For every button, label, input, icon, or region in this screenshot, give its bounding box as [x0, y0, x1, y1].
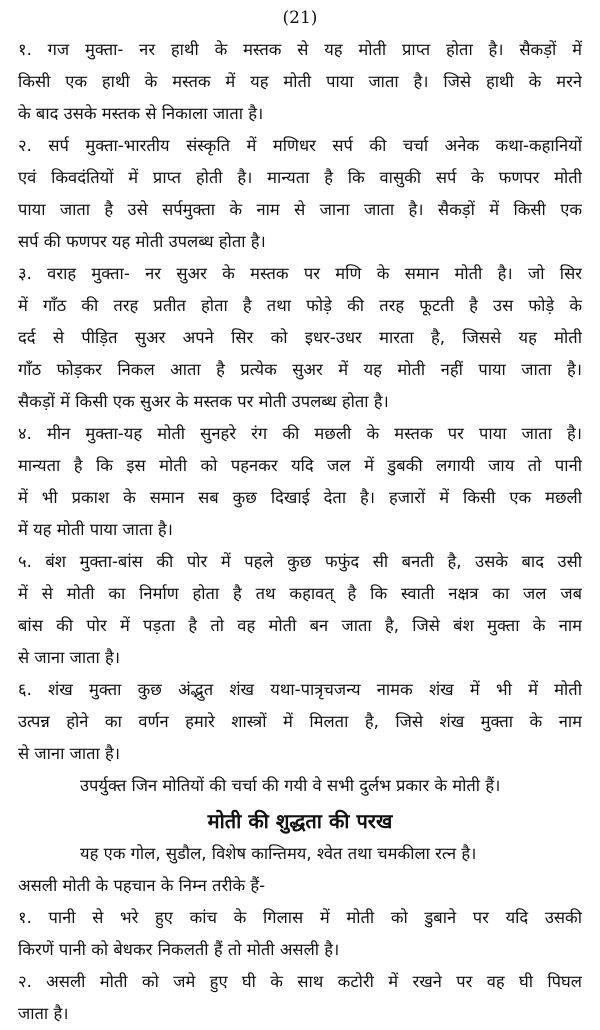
text-line: में भी प्रकाश के समान सब कुछ दिखाई देता है। हजारों में किसी एक मछली — [18, 488, 582, 507]
text-line: २. असली मोती को जमे हुए घी के साथ कटोरी में रखने पर वह घी पिघल — [18, 972, 582, 991]
text-line: उत्पन्न होने का वर्णन हमारे शास्त्रों में मिलता है, जिसे शंख मुक्ता के नाम — [18, 712, 582, 731]
text-line: से जाना जाता है। — [18, 744, 121, 763]
pearl-type-sarp — [18, 130, 582, 258]
purity-tests-list — [18, 902, 582, 1030]
text-line: से जाना जाता है। — [18, 648, 121, 667]
text-line: ६. शंख मुक्ता कुछ अंद्भुत शंख यथा-पात्रृचजन्य नामक शंख में भी में मोती — [18, 680, 582, 699]
pearl-type-varah — [18, 258, 582, 418]
page-number: (21) — [282, 8, 318, 28]
pearl-type-shankh — [18, 674, 582, 770]
text-line: २. सर्प मुक्ता-भारतीय संस्कृति में मणिधर सर्प की चर्चा अनेक कथा-कहानियों — [18, 136, 582, 155]
section-heading: मोती की शुद्धता की परख — [207, 809, 393, 833]
pearl-type-bansh — [18, 546, 582, 674]
text-line: में यह मोती पाया जाता है। — [18, 520, 173, 539]
summary-paragraph — [18, 770, 582, 802]
text-line: गाँठ फोड़कर निकल आता है प्रत्येक सुअर में यह मोती नहीं पाया जाता है। — [18, 360, 582, 379]
text-line: पाया जाता है उसे सर्पमुक्ता के नाम से जाना जाता है। सैकड़ों में किसी एक — [18, 200, 582, 219]
text-line: ४. मीन मुक्ता-यह मोती सुनहरे रंग की मछली के मस्तक पर पाया जाता है। — [18, 424, 582, 443]
text-line: दर्द से पीड़ित सुअर अपने सिर को इधर-उधर मारता है, जिससे यह मोती — [18, 328, 582, 347]
text-line: किरणें पानी को बेधकर निकलती हैं तो मोती असली है। — [18, 940, 340, 959]
text-line: असली मोती के पहचान के निम्न तरीके हैं- — [18, 876, 266, 895]
pearl-types-list — [18, 34, 582, 770]
text-line: एवं किवदंतियों में प्राप्त होती है। मान्यता है कि वासुकी सर्प के फणपर मोती — [18, 168, 582, 187]
text-line: के बाद उसके मस्तक से निकाला जाता है। — [18, 104, 264, 123]
pearl-type-meen — [18, 418, 582, 546]
pearl-type-gaj — [18, 34, 582, 130]
text-line: उपर्युक्त जिन मोतियों की चर्चा की गयी वे सभी दुर्लभ प्रकार के मोती हैं। — [80, 776, 501, 795]
intro-paragraph — [18, 838, 582, 902]
text-line: जाता है। — [18, 1004, 69, 1023]
text-line: किसी एक हाथी के मस्तक में यह मोती पाया जाता है। जिसे हाथी के मरने — [18, 72, 582, 91]
text-line: सर्प की फणपर यह मोती उपलब्ध होता है। — [18, 232, 266, 251]
text-line: में गाँठ की तरह प्रतीत होता है तथा फोड़े की तरह फूटती है उस फोड़े के — [18, 296, 582, 315]
text-line: १. गज मुक्ता- नर हाथी के मस्तक से यह मोती प्राप्त होता है। सैकड़ों में — [18, 40, 582, 59]
text-line: बांस की पोर में पड़ता है तो वह मोती बन जाता है, जिसे बंश मुक्ता के नाम — [18, 616, 582, 635]
purity-test-ghee — [18, 966, 582, 1030]
text-line: ५. बंश मुक्ता-बांस की पोर में पहले कुछ फफुंद सी बनती है, उसके बाद उसी — [18, 552, 582, 571]
text-line: यह एक गोल, सुडौल, विशेष कान्तिमय, श्वेत तथा चमकीला रत्न है। — [80, 844, 477, 863]
text-line: १. पानी से भरे हुए कांच के गिलास में मोती को डुबाने पर यदि उसकी — [18, 908, 582, 927]
purity-test-water — [18, 902, 582, 966]
text-line: सैकड़ों में किसी एक सुअर के मस्तक पर मोती उपलब्ध होता है। — [18, 392, 389, 411]
text-line: में से मोती का निर्माण होता है तथ कहावत् है कि स्वाती नक्षत्र का जल जब — [18, 584, 582, 603]
text-line: ३. वराह मुक्ता- नर सुअर के मस्तक पर मणि के समान मोती है। जो सिर — [18, 264, 582, 283]
text-line: मान्यता है कि इस मोती को पहनकर यदि जल में डुबकी लगायी जाय तो पानी — [18, 456, 582, 475]
